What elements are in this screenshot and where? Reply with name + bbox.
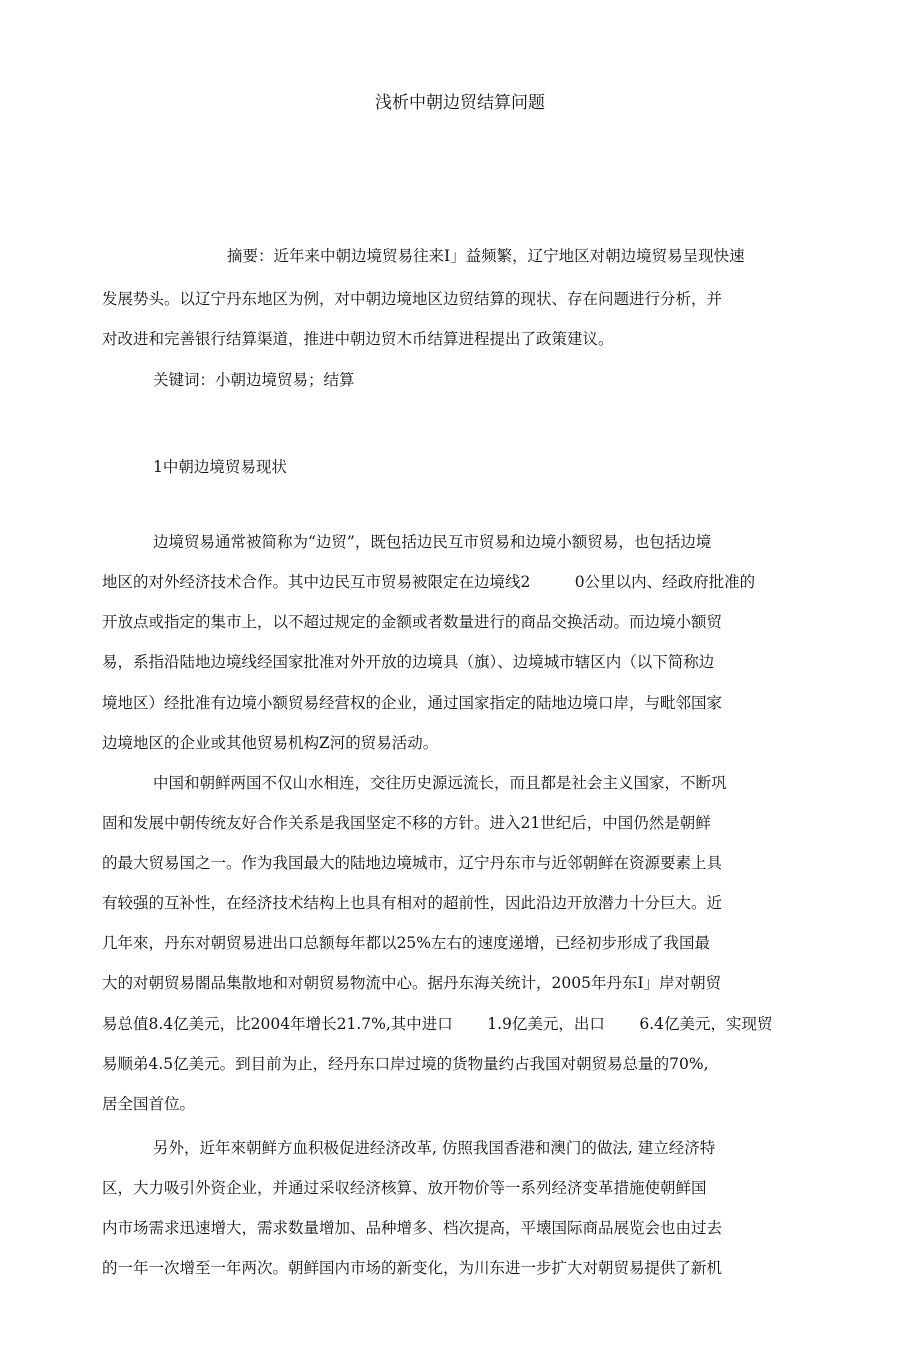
- paragraph-line: 易顺弟4.5亿美元。到目前为止，经丹东口岸过境的货物量约占我国对朝贸易总量的70%,: [102, 1055, 709, 1073]
- paragraph-line: 地区的对外经济技术合作。其中边民互市贸易被限定在边境线2 0公里以内、经政府批准的: [102, 573, 756, 591]
- paragraph-line: 居全国首位。: [102, 1095, 196, 1113]
- section-heading: 1中朝边境贸易现状: [153, 458, 287, 476]
- paragraph-line: 的一年一次增至一年两次。朝鲜国内市场的新变化，为川东进一步扩大对朝贸易提供了新机: [102, 1259, 723, 1277]
- paragraph-line: 固和发展中朝传统友好合作关系是我国坚定不移的方针。进入21世纪后，中国仍然是朝鲜: [102, 814, 711, 832]
- paragraph-line: 中国和朝鲜两国不仅山水相连，交往历史源远流长，而且都是社会主义国家，不断巩: [153, 774, 727, 792]
- paragraph-line: 边境贸易通常被简称为“边贸”，既包括边民互市贸易和边境小额贸易，也包括边境: [153, 533, 712, 551]
- keywords: 关键词：小朝边境贸易；结算: [153, 371, 355, 389]
- paragraph-line: 开放点或指定的集市上，以不超过规定的金额或者数量进行的商品交换活动。而边境小额贸: [102, 613, 723, 631]
- paragraph-line: 内市场需求迅速增大，需求数量增加、品种增多、档次提高，平壊国际商品展览会也由过去: [102, 1219, 723, 1237]
- paragraph-line: 境地区）经批准有边境小额贸易经营权的企业，通过国家指定的陆地边境口岸，与毗邻国家: [102, 694, 723, 712]
- paragraph-line: 区，大力吸引外资企业，并通过采収经济核算、放开物价等一系列经济变革措施使朝鲜国: [102, 1179, 707, 1197]
- paragraph-line: 另外，近年來朝鲜方血积极促进经济改革, 仿照我国香港和澳门的做法, 建立经济特: [153, 1139, 716, 1157]
- abstract-line: 摘要：近年来中朝边境贸易往来I」益频繁，辽宁地区对朝边境贸易呈现快速: [227, 247, 745, 265]
- paragraph-line: 易总值8.4亿美元，比2004年增长21.7%,其中进口 1.9亿美元，出口 6.4亿美元，实现贸: [102, 1015, 773, 1033]
- paragraph-line: 边境地区的企业或其他贸易机构Z河的贸易活动。: [102, 734, 439, 752]
- paragraph-line: 易，系指沿陆地边境线经国家批准对外开放的边境具（旗）、边境城市辖区内（以下简称边: [102, 653, 715, 671]
- paragraph-line: 的最大贸易国之一。作为我国最大的陆地边境城市，辽宁丹东市与近邻朝鲜在资源要素上具: [102, 854, 723, 872]
- document-title: 浅析中朝边贸结算问题: [375, 93, 545, 113]
- abstract-line: 对改进和完善银行结算渠道，推进中朝边贸木币结算进程提出了政策建议。: [102, 330, 614, 348]
- abstract-line: 发展势头。以辽宁丹东地区为例，对中朝边境地区边贸结算的现状、存在问题进行分析，并: [102, 290, 723, 308]
- paragraph-line: 几年來，丹东对朝贸易进出口总额每年都以25%左右的速度递增，已经初步形成了我国最: [102, 934, 710, 952]
- paragraph-line: 大的对朝贸易閤品集散地和对朝贸易物流中心。据丹东海关统计，2005年丹东I」岸对朝贸: [102, 974, 722, 992]
- paragraph-line: 有较强的互补性，在经济技术结构上也具有相对的超前性，因此沿边开放潜力十分巨大。近: [102, 894, 723, 912]
